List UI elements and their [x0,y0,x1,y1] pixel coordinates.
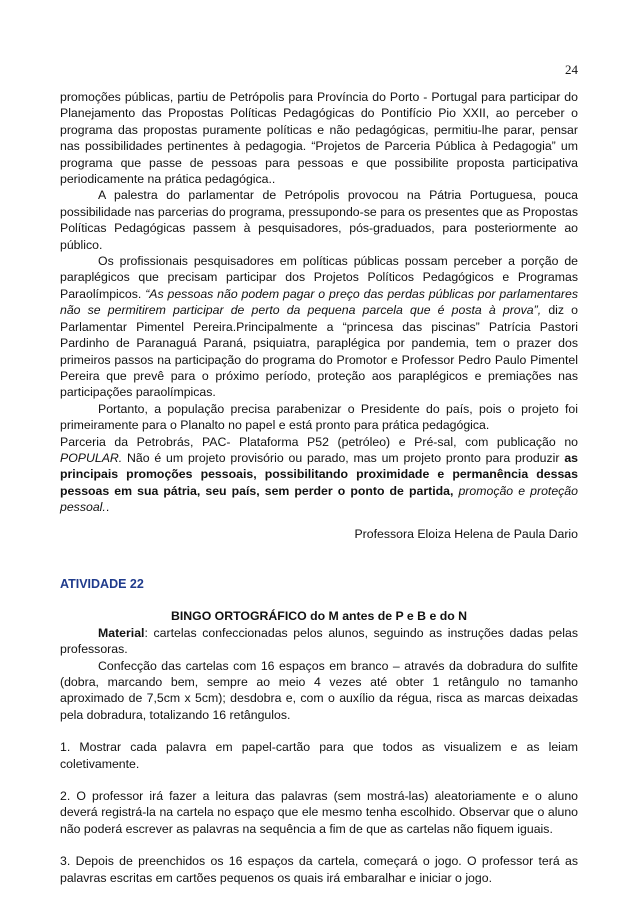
page-number: 24 [565,62,578,77]
article-bold: as principais promoções pessoais, possibilitando proximidade e permanência dessas pessoas em sua pátria, seu país, sem perder o ponto de partida, [60,450,578,498]
material-text: : cartelas confeccionadas pelos alunos, seguindo as instruções dadas pelas professoras. [60,625,578,657]
activity-step: 1. Mostrar cada palavra em papel-cartão para que todos as visualizem e as leiam coletivamente. [60,740,578,771]
signature: Professora Eloiza Helena de Paula Dario [354,526,578,541]
article-paragraph [60,253,578,401]
activity-step: 2. O professor irá fazer a leitura das palavras (sem mostrá-las) aleatoriamente e o aluno deverá registrá-la na cartela no espaço que ele mesmo tenha escolhido. Observar que o aluno não poderá escrever as palavras na sequência a fim de que as cartelas não fiquem iguais. [60,789,578,836]
page-content [60,89,578,886]
article-paragraph: promoções públicas, partiu de Petrópolis para Província do Porto - Portugal para participar do Planejamento das Propostas Políticas Pedagógicas do Pontifício Pio XXII, ao perceber o programa das propostas puramente políticas e não pedagógicas, permitiu-lhe parar, pensar nas possibilidades pertinentes à pedagogia. “Projetos de Parceria Pública à Pedagogia” um programa que passe de pessoas para pessoas e que possibilite proposta participativa periodicamente na prática pedagógica.. [60,90,578,187]
article-quote: “As pessoas não podem pagar o preço das perdas públicas por parlamentares não se permitirem participar de perto da pequena parcela que é posta à prova”, [60,286,578,318]
article-paragraph [60,434,578,516]
article-text: . [105,500,110,515]
material-label: Material [98,625,145,640]
article-emphasis: POPULAR. [60,450,123,465]
article-emphasis: promoção e proteção pessoal. [60,483,578,515]
activity-title: ATIVIDADE 22 [60,576,144,591]
material-paragraph [60,625,578,658]
article-paragraph: A palestra do parlamentar de Petrópolis provocou na Pátria Portuguesa, pouca possibilidade nas parcerias do programa, pressupondo-se para os presentes que as Propostas Políticas Pedagógicas passem à pesquisadores, pós-graduados, para posteriormente ao público. [60,188,578,252]
article-text: diz o Parlamentar Pimentel Pereira.Principalmente a “princesa das piscinas” Patrícia Pastori Pardinho de Paranaguá Paraná, psiquiatra, paraplégica por pandemia, tem o prazer dos primeiros passos na participação do programa do Promotor e Professor Pedro Paulo Pimentel Pereira que prevê para o próximo período, proteção aos paraplégicos e premiações nas participações paraolímpicas. [60,303,579,400]
bingo-title: BINGO ORTOGRÁFICO do M antes de P e B e do N [170,609,468,624]
activity-step: 3. Depois de preenchidos os 16 espaços da cartela, começará o jogo. O professor terá as palavras escritas em cartões pequenos os quais irá embaralhar e iniciar o jogo. [60,854,578,885]
article-text: Não é um projeto provisório ou parado, mas um projeto pronto para produzir [127,450,560,465]
confection-paragraph: Confecção das cartelas com 16 espaços em branco – através da dobradura do sulfite (dobra, marcando bem, sempre ao meio 4 vezes até obter 1 retângulo no tamanho aproximado de 7,5cm x 5cm); desdobra e, com o auxílio da régua, risca as marcas deixadas pela dobradura, totalizando 16 retângulos. [60,658,578,722]
article-text: Parceria da Petrobrás, PAC- Plataforma P52 (petróleo) e Pré-sal, com publicação no [60,434,578,449]
article-text: Os profissionais pesquisadores em políticas públicas possam perceber a porção de paraplégicos que precisam participar dos Projetos Políticos Pedagógicos e Programas Paraolímpicos. [60,254,578,301]
article-paragraph: Portanto, a população precisa parabenizar o Presidente do país, pois o projeto foi primeiramente para o Planalto no papel e está pronto para prática pedagógica. [60,401,578,433]
